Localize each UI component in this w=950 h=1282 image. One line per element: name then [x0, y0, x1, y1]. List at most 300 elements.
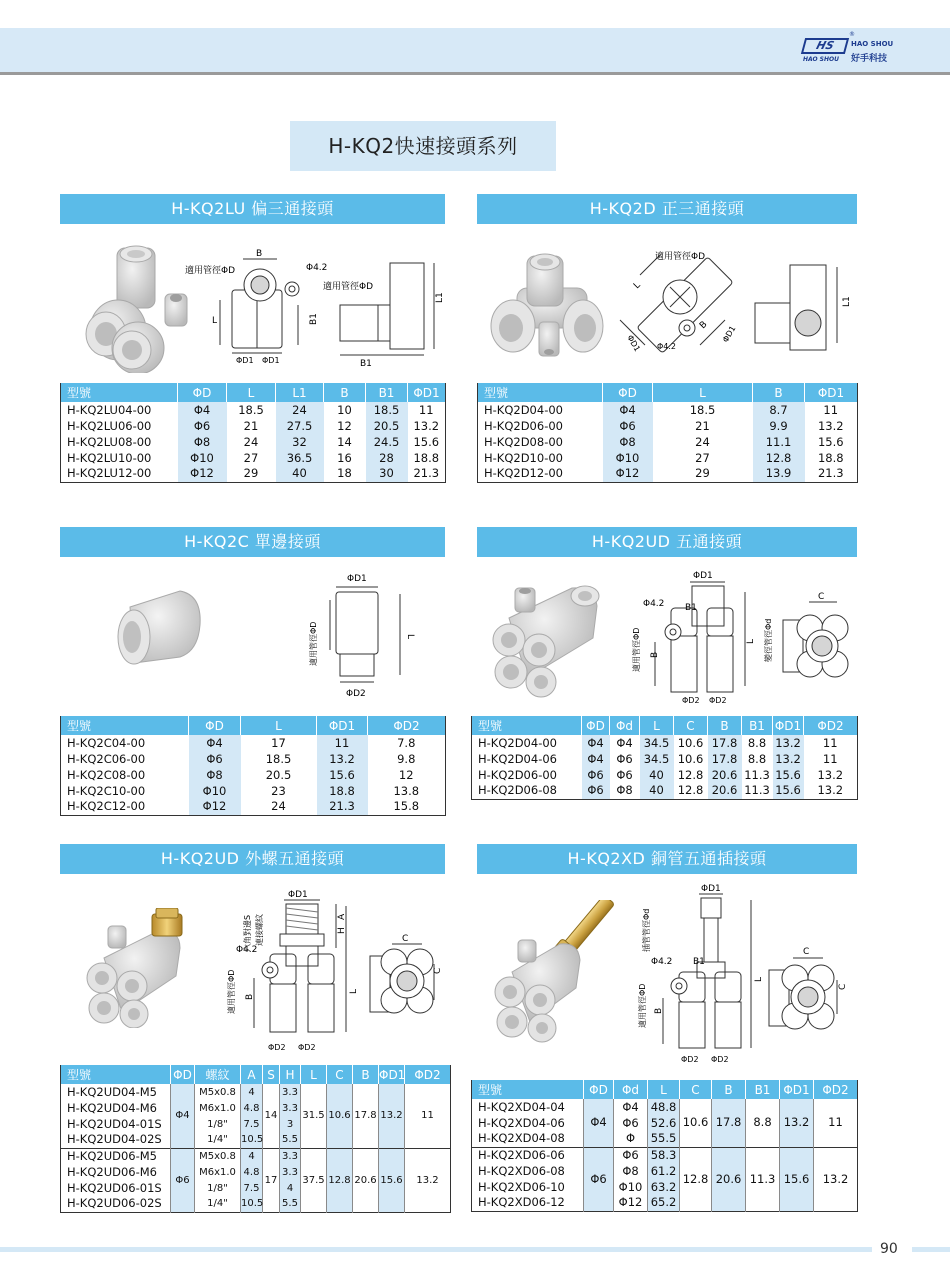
table-cell: H-KQ2D10-00	[484, 450, 563, 465]
kq2d-label-l1: L1	[842, 296, 852, 307]
col-header: L	[227, 383, 276, 402]
table-cell: 9.8	[397, 751, 416, 766]
table-cell: 13.2	[817, 418, 844, 433]
table-cell: 58.3	[648, 1147, 680, 1163]
kq2ud-dimension-drawing	[625, 568, 855, 708]
table-cell: 13.2	[773, 735, 804, 751]
table-cell: 4.8	[241, 1164, 263, 1180]
table-cell: Φ10	[178, 450, 227, 466]
table-cell: 9.9	[753, 418, 805, 434]
col-header: B	[353, 1065, 379, 1084]
table-cell: 20.5	[265, 767, 292, 782]
kq2ud-thread-group-2	[61, 1148, 451, 1212]
section-title-kq2ud: H-KQ2UD 五通接頭	[477, 527, 857, 557]
table-cell: 10	[337, 402, 352, 417]
table-row	[61, 1148, 451, 1164]
table-cell: 11.3	[746, 1147, 780, 1211]
table-cell: H-KQ2UD06-M5	[67, 1148, 158, 1163]
kq2xd-label-d1: ΦD1	[701, 884, 721, 894]
kq2xd-label-d2a: ΦD2	[681, 1055, 699, 1064]
table-cell: 17.8	[712, 1099, 746, 1147]
kq2xd-label-d2b: ΦD2	[711, 1055, 729, 1064]
kq2ud-thread-label-a: A	[337, 913, 347, 920]
kq2ud-label-phi42: Φ4.2	[643, 599, 665, 609]
col-header: ΦD1	[408, 383, 446, 402]
col-header: 型號	[61, 716, 189, 735]
col-header: ΦD	[189, 716, 241, 735]
table-cell: 1/8"	[195, 1116, 241, 1132]
table-cell: H-KQ2XD04-06	[478, 1115, 565, 1130]
table-cell: 65.2	[648, 1195, 680, 1211]
kq2d-label-l: L	[632, 280, 643, 292]
table-cell: H-KQ2D04-00	[478, 735, 557, 750]
table-cell: 29	[243, 466, 259, 481]
kq2lu-label-l1: L1	[435, 292, 445, 303]
col-header: L	[301, 1065, 327, 1084]
table-cell: 5.5	[280, 1196, 301, 1212]
kq2d-label-b: B	[698, 319, 710, 332]
page-title: H-KQ2快速接頭系列	[290, 121, 556, 171]
table-row	[61, 434, 446, 450]
table-cell: 20.6	[708, 783, 742, 799]
table-cell: 11.1	[753, 434, 805, 450]
col-header: 型號	[472, 716, 582, 735]
table-cell: Φ6	[582, 767, 610, 783]
kq2ud-spec-table	[471, 716, 858, 800]
table-cell: 32	[276, 434, 324, 450]
table-cell: 24	[695, 434, 710, 449]
table-cell: 11	[822, 751, 838, 766]
footer-rule-right	[912, 1247, 950, 1252]
table-cell: 13.2	[413, 418, 440, 433]
table-cell: 14	[337, 434, 352, 449]
brand-name-en: HAO SHOU	[851, 40, 894, 48]
table-cell: 12	[337, 418, 352, 433]
table-cell: Φ6	[584, 1147, 614, 1211]
table-cell: H-KQ2XD06-12	[478, 1195, 565, 1210]
table-cell: 24	[271, 799, 286, 814]
kq2ud-thread-spec-table	[60, 1065, 451, 1213]
brand-name-cn: 好手科技	[851, 54, 888, 64]
table-cell: 21.3	[317, 799, 368, 815]
table-cell: 27	[695, 450, 710, 465]
table-cell: Φ6	[616, 751, 633, 766]
table-cell: 17.8	[353, 1084, 379, 1148]
col-header: H	[280, 1065, 301, 1084]
table-cell: 13.2	[405, 1148, 451, 1212]
kq2ud-label-b1: B1	[685, 603, 697, 613]
table-cell: 40	[640, 783, 674, 799]
table-cell: 18.5	[265, 751, 292, 766]
table-cell: 18.8	[413, 450, 440, 465]
table-cell: 7.5	[241, 1116, 263, 1132]
table-cell: H-KQ2UD04-M5	[67, 1084, 158, 1099]
kq2lu-label-tube: 適用管徑ΦD	[185, 266, 236, 276]
table-cell: Φ10	[603, 450, 653, 466]
col-header: C	[680, 1080, 712, 1099]
table-cell: 11	[814, 1099, 858, 1147]
table-row	[478, 434, 858, 450]
table-cell: 13.2	[814, 1147, 858, 1211]
table-cell: 13.2	[780, 1099, 814, 1147]
kq2xd-dimension-drawing	[635, 882, 860, 1067]
table-cell: 4.8	[241, 1100, 263, 1116]
table-cell: 13.2	[379, 1084, 405, 1148]
table-cell: 10.5	[241, 1132, 263, 1148]
table-cell: Φ8	[614, 1163, 648, 1179]
table-cell: 24.5	[366, 434, 408, 450]
col-header: Φd	[614, 1080, 648, 1099]
kq2ud-thread-label-d1: ΦD1	[288, 890, 308, 900]
kq2c-table-body	[61, 735, 446, 815]
table-cell: Φ	[614, 1131, 648, 1147]
kq2d-spec-table	[477, 383, 858, 483]
table-row	[61, 751, 446, 767]
kq2d-product-photo	[487, 248, 607, 363]
col-header: ΦD	[603, 383, 653, 402]
table-cell: 20.6	[353, 1148, 379, 1212]
table-cell: 11	[317, 735, 368, 751]
table-cell: 18.8	[817, 450, 844, 465]
table-cell: M5x0.8	[195, 1148, 241, 1164]
col-header: C	[674, 716, 708, 735]
brand-logo-sub: HAO SHOU	[803, 56, 839, 63]
col-header: B	[324, 383, 366, 402]
kq2ud-thread-label-thread: 連接螺紋	[255, 914, 264, 946]
table-cell: 21.3	[413, 466, 440, 481]
col-header: ΦD	[584, 1080, 614, 1099]
table-row	[478, 450, 858, 466]
table-cell: H-KQ2UD06-02S	[67, 1196, 162, 1211]
kq2lu-label-phi42: Φ4.2	[306, 263, 328, 273]
kq2lu-label-d1b: ΦD1	[262, 356, 280, 365]
col-header: 型號	[478, 383, 603, 402]
table-cell: H-KQ2D06-00	[478, 767, 557, 782]
table-cell: 15.6	[817, 434, 844, 449]
kq2lu-label-tube2: 適用管徑ΦD	[323, 282, 374, 292]
col-header: B	[708, 716, 742, 735]
kq2ud-thread-label-l: L	[349, 988, 359, 994]
kq2c-dimension-drawing	[300, 570, 430, 705]
kq2ud-thread-label-tube: 適用管徑ΦD	[227, 969, 236, 1014]
table-cell: 29	[695, 466, 710, 481]
table-cell: Φ6	[614, 1115, 648, 1131]
table-cell: 18	[337, 466, 352, 481]
col-header: L1	[276, 383, 324, 402]
table-cell: 30	[366, 466, 408, 482]
table-cell: 24	[276, 402, 324, 418]
kq2ud-label-tube: 適用管徑ΦD	[632, 627, 641, 672]
table-cell: 55.5	[648, 1131, 680, 1147]
table-cell: 36.5	[276, 450, 324, 466]
col-header: C	[327, 1065, 353, 1084]
table-cell: 8.8	[747, 751, 767, 766]
kq2xd-label-c: C	[803, 947, 810, 957]
kq2xd-label-tube-ins: 插管管徑Φd	[642, 908, 651, 952]
kq2lu-table-body	[61, 402, 446, 482]
kq2d-dimension-drawing	[615, 245, 855, 360]
table-cell: Φ6	[603, 418, 653, 434]
table-cell: 18.5	[689, 402, 716, 417]
kq2ud-thread-label-b: B	[245, 993, 255, 1000]
table-cell: Φ6	[189, 751, 241, 767]
kq2lu-label-b1b: B1	[360, 359, 372, 369]
section-title-kq2xd: H-KQ2XD 銅管五通插接頭	[477, 844, 857, 874]
table-cell: 7.5	[241, 1180, 263, 1196]
table-row	[472, 751, 858, 767]
table-header-row	[478, 383, 858, 402]
table-cell: 3	[280, 1116, 301, 1132]
col-header: ΦD1	[805, 383, 858, 402]
table-cell: Φ6	[178, 418, 227, 434]
kq2xd-label-tube: 適用管徑ΦD	[638, 983, 647, 1028]
table-cell: H-KQ2XD06-10	[478, 1179, 565, 1194]
table-cell: 34.5	[640, 751, 674, 767]
table-cell: 8.8	[746, 1099, 780, 1147]
table-cell: 20.6	[708, 767, 742, 783]
table-header-row	[472, 1080, 858, 1099]
section-title-kq2d: H-KQ2D 正三通接頭	[477, 194, 857, 224]
kq2xd-label-phi42: Φ4.2	[651, 957, 673, 967]
kq2ud-thread-group-1	[61, 1084, 451, 1148]
kq2d-table-body	[478, 402, 858, 482]
table-row	[472, 783, 858, 799]
section-title-kq2c: H-KQ2C 單邊接頭	[60, 527, 445, 557]
kq2ud-table-body	[472, 735, 858, 799]
table-cell: 13.2	[773, 751, 804, 767]
table-cell: Φ8	[178, 434, 227, 450]
table-cell: H-KQ2XD04-04	[478, 1099, 565, 1114]
table-cell: 17.8	[708, 735, 742, 751]
table-cell: Φ8	[616, 783, 633, 798]
col-header: ΦD2	[368, 716, 446, 735]
table-cell: Φ4	[616, 735, 633, 750]
table-cell: 5.5	[280, 1132, 301, 1148]
table-cell: 8.8	[747, 735, 767, 750]
table-cell: H-KQ2UD04-01S	[67, 1116, 162, 1131]
kq2d-label-d1a: ΦD1	[625, 333, 642, 354]
table-cell: 15.6	[773, 783, 804, 799]
table-cell: 11	[823, 402, 839, 417]
kq2ud-thread-label-d2a: ΦD2	[268, 1043, 286, 1052]
table-row	[472, 767, 858, 783]
table-cell: 18.5	[366, 402, 408, 418]
kq2xd-group-2	[472, 1147, 858, 1211]
table-row	[61, 783, 446, 799]
kq2xd-spec-table	[471, 1080, 858, 1212]
kq2xd-product-photo	[490, 900, 615, 1045]
table-cell: 34.5	[640, 735, 674, 751]
section-title-kq2ud-thread: H-KQ2UD 外螺五通接頭	[60, 844, 445, 874]
table-cell: M6x1.0	[195, 1100, 241, 1116]
table-cell: 10.6	[327, 1084, 353, 1148]
table-cell: 1/8"	[195, 1180, 241, 1196]
table-header-row	[61, 1065, 451, 1084]
brand-logo-mark: HS	[801, 38, 849, 54]
col-header: ΦD	[178, 383, 227, 402]
table-cell: Φ10	[614, 1179, 648, 1195]
col-header: ΦD2	[814, 1080, 858, 1099]
table-cell: Φ6	[616, 767, 633, 782]
kq2lu-label-d1a: ΦD1	[236, 356, 254, 365]
table-cell: Φ4	[582, 735, 610, 751]
section-title-kq2lu: H-KQ2LU 偏三通接頭	[60, 194, 445, 224]
table-cell: H-KQ2D04-00	[484, 402, 563, 417]
table-cell: 52.6	[648, 1115, 680, 1131]
header-divider	[0, 72, 950, 75]
table-row	[61, 402, 446, 418]
kq2c-label-tube: 適用管徑ΦD	[309, 621, 318, 666]
table-cell: 1/4"	[195, 1132, 241, 1148]
table-cell: 3.3	[280, 1164, 301, 1180]
kq2xd-label-l: L	[754, 976, 764, 982]
table-cell: 17	[263, 1148, 280, 1212]
table-cell: 18.5	[238, 402, 264, 417]
col-header: A	[241, 1065, 263, 1084]
kq2lu-label-b1: B1	[309, 313, 319, 325]
table-cell: 11	[418, 402, 434, 417]
table-row	[61, 735, 446, 751]
table-cell: H-KQ2LU04-00	[67, 402, 152, 417]
kq2ud-thread-label-h: H	[337, 927, 347, 934]
kq2c-product-photo	[110, 585, 210, 670]
kq2xd-group-1	[472, 1099, 858, 1147]
table-row	[61, 799, 446, 815]
col-header: ΦD2	[405, 1065, 451, 1084]
table-cell: 27	[243, 450, 259, 465]
col-header: Φd	[610, 716, 640, 735]
kq2ud-label-b: B	[650, 651, 660, 658]
table-cell: H-KQ2D08-00	[484, 434, 563, 449]
kq2c-label-l: L	[405, 634, 415, 640]
table-cell: 17.8	[708, 751, 742, 767]
table-row	[478, 466, 858, 482]
table-cell: Φ12	[603, 466, 653, 482]
table-header-row	[472, 716, 858, 735]
table-cell: Φ4	[614, 1099, 648, 1115]
footer-rule-left	[0, 1247, 872, 1252]
kq2xd-label-b: B	[654, 1007, 664, 1014]
table-cell: 12.8	[680, 1147, 712, 1211]
kq2lu-dimension-drawing	[180, 245, 445, 370]
table-cell: H-KQ2D06-00	[484, 418, 563, 433]
table-cell: 13.8	[393, 783, 420, 798]
table-row	[472, 1099, 858, 1115]
kq2ud-thread-label-phi42: Φ4.2	[236, 945, 258, 955]
table-cell: 11.3	[744, 783, 770, 798]
table-cell: Φ12	[189, 799, 241, 815]
kq2ud-product-photo	[487, 578, 612, 698]
col-header: ΦD2	[804, 716, 858, 735]
table-cell: 31.5	[301, 1084, 327, 1148]
table-cell: Φ8	[189, 767, 241, 783]
kq2d-label-d1b: ΦD1	[720, 324, 738, 344]
table-cell: 12.8	[677, 783, 704, 798]
table-cell: 10.6	[677, 735, 704, 750]
table-cell: H-KQ2XD06-06	[478, 1147, 565, 1162]
table-cell: 13.2	[317, 751, 368, 767]
table-cell: 10.6	[680, 1099, 712, 1147]
table-cell: H-KQ2XD06-08	[478, 1163, 565, 1178]
kq2ud-thread-label-hex: 六角對邊S	[243, 914, 252, 952]
table-cell: 18.8	[317, 783, 368, 799]
table-cell: 21	[243, 418, 259, 433]
table-cell: H-KQ2C08-00	[67, 767, 146, 782]
kq2c-label-d1: ΦD1	[347, 574, 367, 584]
table-cell: 23	[271, 783, 286, 798]
table-cell: Φ12	[614, 1195, 648, 1211]
table-cell: 15.6	[379, 1148, 405, 1212]
table-cell: Φ4	[582, 751, 610, 767]
table-cell: 7.8	[397, 735, 416, 750]
col-header: ΦD	[171, 1065, 195, 1084]
table-cell: 24	[243, 434, 259, 449]
table-cell: M5x0.8	[195, 1084, 241, 1100]
table-cell: 28	[366, 450, 408, 466]
table-cell: 40	[640, 767, 674, 783]
table-cell: 3.3	[280, 1100, 301, 1116]
col-header: S	[263, 1065, 280, 1084]
table-cell: 4	[280, 1180, 301, 1196]
col-header: ΦD1	[379, 1065, 405, 1084]
table-cell: Φ4	[603, 402, 653, 418]
table-cell: 63.2	[648, 1179, 680, 1195]
table-cell: Φ4	[171, 1084, 195, 1148]
table-row	[61, 418, 446, 434]
col-header: 型號	[61, 383, 178, 402]
kq2ud-thread-product-photo	[82, 908, 202, 1028]
col-header: 型號	[472, 1080, 584, 1099]
table-cell: M6x1.0	[195, 1164, 241, 1180]
col-header: ΦD1	[773, 716, 804, 735]
kq2lu-label-b: B	[256, 249, 263, 259]
kq2ud-label-c: C	[818, 592, 825, 602]
table-cell: 4	[241, 1084, 263, 1100]
table-cell: 13.2	[817, 767, 844, 782]
kq2ud-thread-label-d2b: ΦD2	[298, 1043, 316, 1052]
col-header: L	[648, 1080, 680, 1099]
kq2ud-thread-label-c2: C	[433, 967, 443, 974]
table-cell: 12.8	[753, 450, 805, 466]
kq2lu-product-photo	[70, 238, 195, 373]
col-header: 螺紋	[195, 1065, 241, 1084]
table-cell: 12.8	[677, 767, 704, 782]
table-cell: 37.5	[301, 1148, 327, 1212]
table-cell: H-KQ2XD04-08	[478, 1131, 565, 1146]
table-row	[472, 1147, 858, 1163]
kq2lu-spec-table	[60, 383, 446, 483]
table-cell: 20.6	[712, 1147, 746, 1211]
table-row	[61, 767, 446, 783]
table-cell: H-KQ2C06-00	[67, 751, 146, 766]
table-cell: Φ4	[178, 402, 227, 418]
table-cell: Φ4	[584, 1099, 614, 1147]
kq2xd-label-c2: C	[838, 983, 848, 990]
table-cell: 12.8	[327, 1148, 353, 1212]
table-cell: 13.2	[817, 783, 844, 798]
table-cell: H-KQ2LU06-00	[67, 418, 152, 433]
table-cell: Φ4	[189, 735, 241, 751]
table-cell: H-KQ2UD04-M6	[67, 1100, 158, 1115]
table-cell: 15.8	[393, 799, 420, 814]
table-cell: Φ6	[171, 1148, 195, 1212]
col-header: B1	[746, 1080, 780, 1099]
table-cell: 8.7	[753, 402, 805, 418]
table-row	[61, 1084, 451, 1100]
table-cell: H-KQ2UD06-01S	[67, 1180, 162, 1195]
col-header: L	[653, 383, 753, 402]
col-header: B1	[742, 716, 773, 735]
